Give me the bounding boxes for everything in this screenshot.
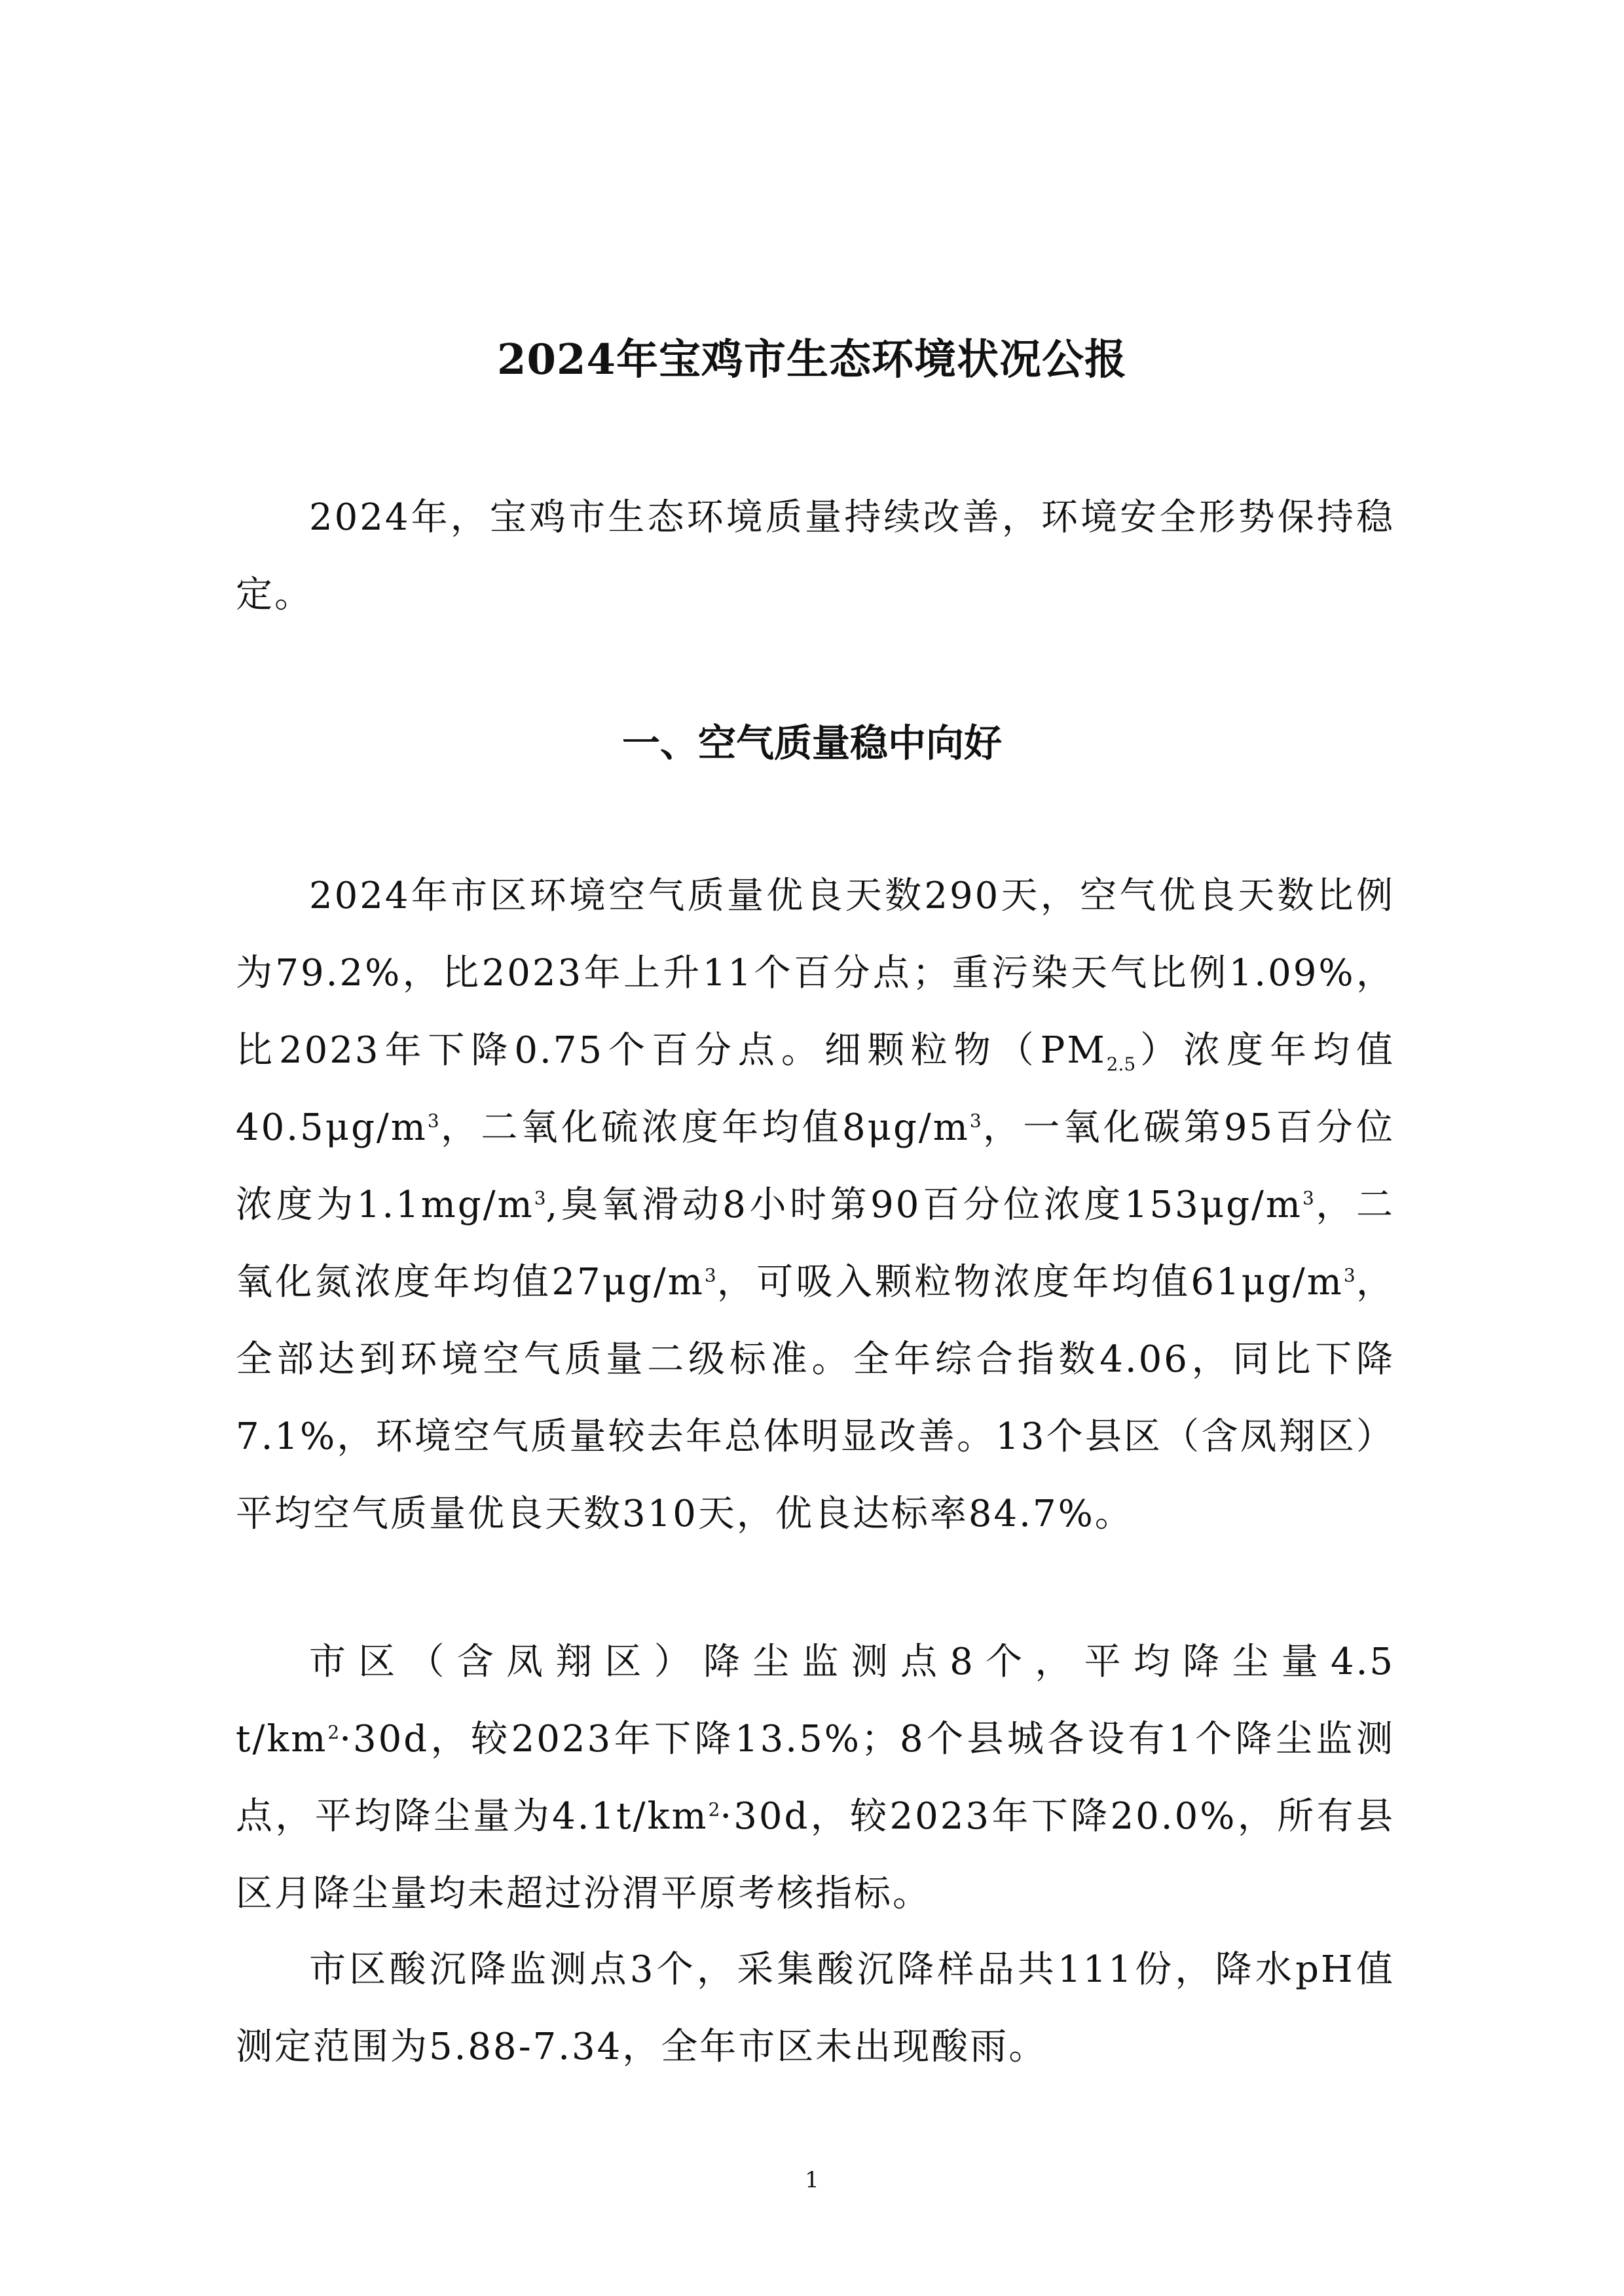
air-text-1: 2024年市区环境空气质量优良天数290天，空气优良天数比例为79.2%，比2023年上升11个百分点；重污染天气比例1.09%，比2023年下降0.75个百分点。细颗粒物（PM bbox=[236, 875, 1395, 1072]
air-text-7: ，可吸入颗粒物浓度年均值61μg/m bbox=[716, 1261, 1344, 1303]
cubic-superscript: 3 bbox=[427, 1110, 439, 1132]
page-number: 1 bbox=[805, 2167, 819, 2193]
air-quality-paragraph bbox=[236, 858, 1395, 1553]
intro-paragraph: 2024年，宝鸡市生态环境质量持续改善，环境安全形势保持稳定。 bbox=[236, 496, 1395, 616]
air-text-2: ）浓度年均值40.5μg/m bbox=[236, 1029, 1395, 1149]
dust-text-2: ·30d，较2023年下降13.5%；8个县城各设有1个降尘监测点，平均降尘量为4.1t/km bbox=[236, 1718, 1395, 1838]
cubic-superscript: 3 bbox=[1343, 1264, 1356, 1286]
square-superscript: 2 bbox=[327, 1721, 340, 1743]
dustfall-paragraph bbox=[236, 1624, 1395, 1933]
air-text-4: ，一氧化碳第95百分位浓度为1.1mg/m bbox=[236, 1106, 1395, 1226]
cubic-superscript: 3 bbox=[534, 1187, 546, 1209]
cubic-superscript: 3 bbox=[704, 1264, 716, 1286]
section-heading-air-quality: 一、空气质量稳中向好 bbox=[621, 721, 1002, 765]
acid-deposition-paragraph: 市区酸沉降监测点3个，采集酸沉降样品共111份，降水pH值测定范围为5.88-7.34，全年市区未出现酸雨。 bbox=[236, 1948, 1395, 2068]
air-text-6: ，二氧化氮浓度年均值27μg/m bbox=[236, 1184, 1395, 1303]
dust-text-3: ·30d，较2023年下降20.0%，所有县区月降尘量均未超过汾渭平原考核指标。 bbox=[236, 1795, 1395, 1915]
air-text-3: ，二氧化硫浓度年均值8μg/m bbox=[439, 1106, 970, 1149]
cubic-superscript: 3 bbox=[969, 1110, 982, 1132]
cubic-superscript: 3 bbox=[1302, 1187, 1314, 1209]
air-text-5: ,臭氧滑动8小时第90百分位浓度153μg/m bbox=[545, 1184, 1303, 1226]
air-text-8: ，全部达到环境空气质量二级标准。全年综合指数4.06，同比下降7.1%，环境空气质量较去年总体明显改善。13个县区（含凤翔区）平均空气质量优良天数310天，优良达标率84.7%。 bbox=[236, 1261, 1395, 1535]
pm25-subscript: 2.5 bbox=[1106, 1053, 1136, 1076]
dust-text-1: 市区（含凤翔区）降尘监测点8个，平均降尘量4.5 t/km bbox=[236, 1641, 1395, 1760]
square-superscript: 2 bbox=[708, 1798, 720, 1821]
document-title: 2024年宝鸡市生态环境状况公报 bbox=[496, 335, 1128, 384]
